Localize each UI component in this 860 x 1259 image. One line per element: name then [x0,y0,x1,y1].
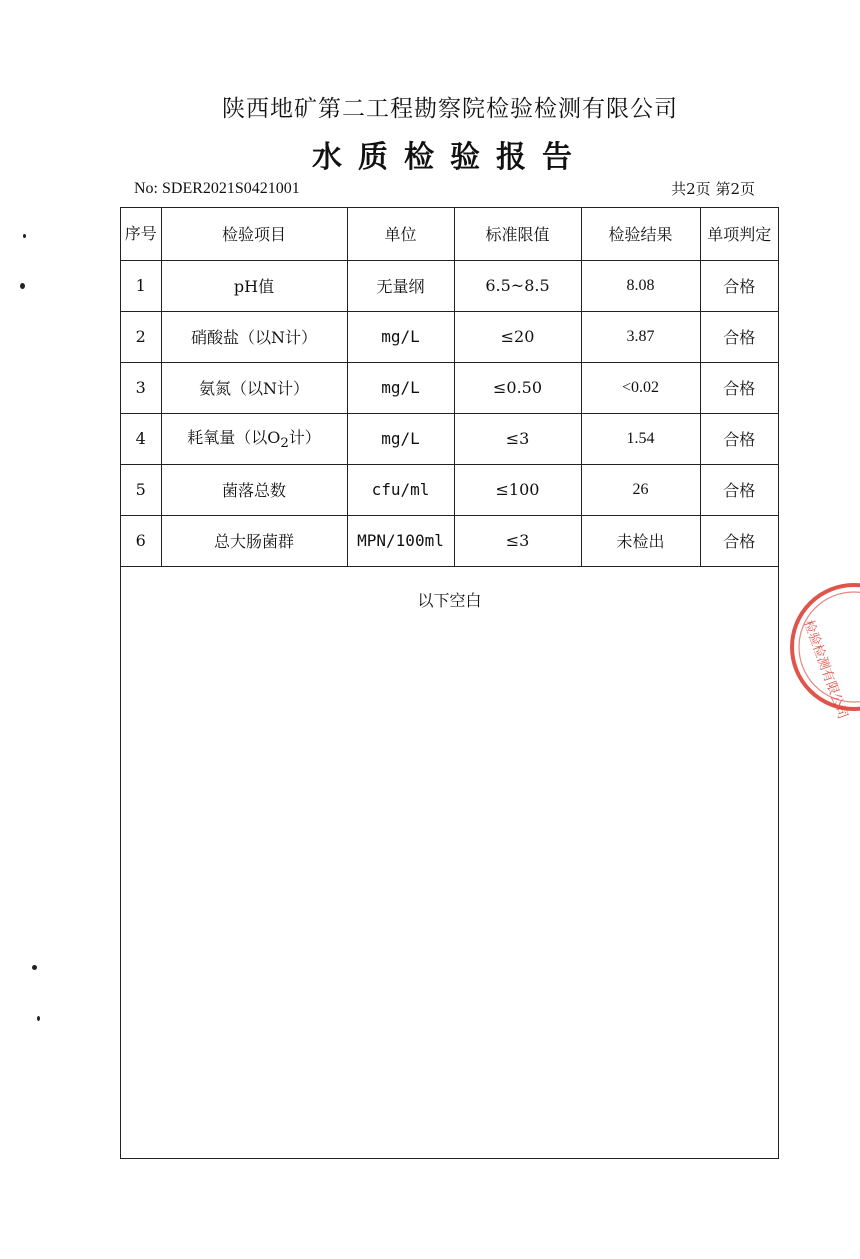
cell-limit: ≤100 [454,464,581,515]
results-table [121,208,778,567]
cell-unit: 无量纲 [347,260,454,311]
scan-speck [20,283,25,289]
cell-unit: mg/L [347,413,454,464]
cell-seq: 1 [121,260,161,311]
cell-judgment: 合格 [700,362,778,413]
cell-result: <0.02 [581,362,700,413]
cell-item: 菌落总数 [161,464,347,515]
cell-judgment: 合格 [700,413,778,464]
cell-seq: 6 [121,515,161,566]
cell-item: 硝酸盐（以N计） [161,311,347,362]
svg-text:检验检测有限公司: 检验检测有限公司 [800,618,850,722]
cell-item: 总大肠菌群 [161,515,347,566]
item-subscript: 2 [280,436,289,452]
cell-result: 8.08 [581,260,700,311]
cell-unit: mg/L [347,311,454,362]
report-title: 水质检验报告 [312,140,588,175]
table-row [121,413,778,464]
header-result: 检验结果 [581,208,700,260]
cell-judgment: 合格 [700,515,778,566]
page-info: 共2页 第2页 [671,180,755,198]
cell-limit: 6.5~8.5 [454,260,581,311]
cell-unit: mg/L [347,362,454,413]
header-seq: 序号 [121,208,161,260]
report-frame [120,207,779,1159]
cell-limit: ≤0.50 [454,362,581,413]
cell-judgment: 合格 [700,260,778,311]
cell-result: 未检出 [581,515,700,566]
table-row [121,260,778,311]
table-row [121,311,778,362]
cell-judgment: 合格 [700,311,778,362]
cell-result: 3.87 [581,311,700,362]
cell-result: 1.54 [581,413,700,464]
cell-seq: 4 [121,413,161,464]
company-name: 陕西地矿第二工程勘察院检验检测有限公司 [222,96,678,122]
item-main-text: 耗氧量（以O [187,428,281,448]
cell-item: pH值 [161,260,347,311]
table-row [121,515,778,566]
cell-seq: 2 [121,311,161,362]
table-header [121,208,778,260]
cell-result: 26 [581,464,700,515]
cell-item [161,413,347,464]
cell-judgment: 合格 [700,464,778,515]
report-number: No: SDER2021S0421001 [134,180,300,197]
company-seal-stamp [764,572,860,722]
cell-limit: ≤3 [454,413,581,464]
cell-item: 氨氮（以N计） [161,362,347,413]
header-unit: 单位 [347,208,454,260]
blank-note: 以下空白 [417,591,482,610]
cell-seq: 3 [121,362,161,413]
scan-speck [32,965,37,970]
cell-unit: MPN/100ml [347,515,454,566]
cell-seq: 5 [121,464,161,515]
table-row [121,362,778,413]
scan-speck [37,1016,40,1021]
header-item: 检验项目 [161,208,347,260]
cell-limit: ≤20 [454,311,581,362]
header-judgment: 单项判定 [700,208,778,260]
scan-speck [23,234,26,238]
header-limit: 标准限值 [454,208,581,260]
cell-limit: ≤3 [454,515,581,566]
item-tail-text: 计） [288,428,321,448]
cell-unit: cfu/ml [347,464,454,515]
table-row [121,464,778,515]
